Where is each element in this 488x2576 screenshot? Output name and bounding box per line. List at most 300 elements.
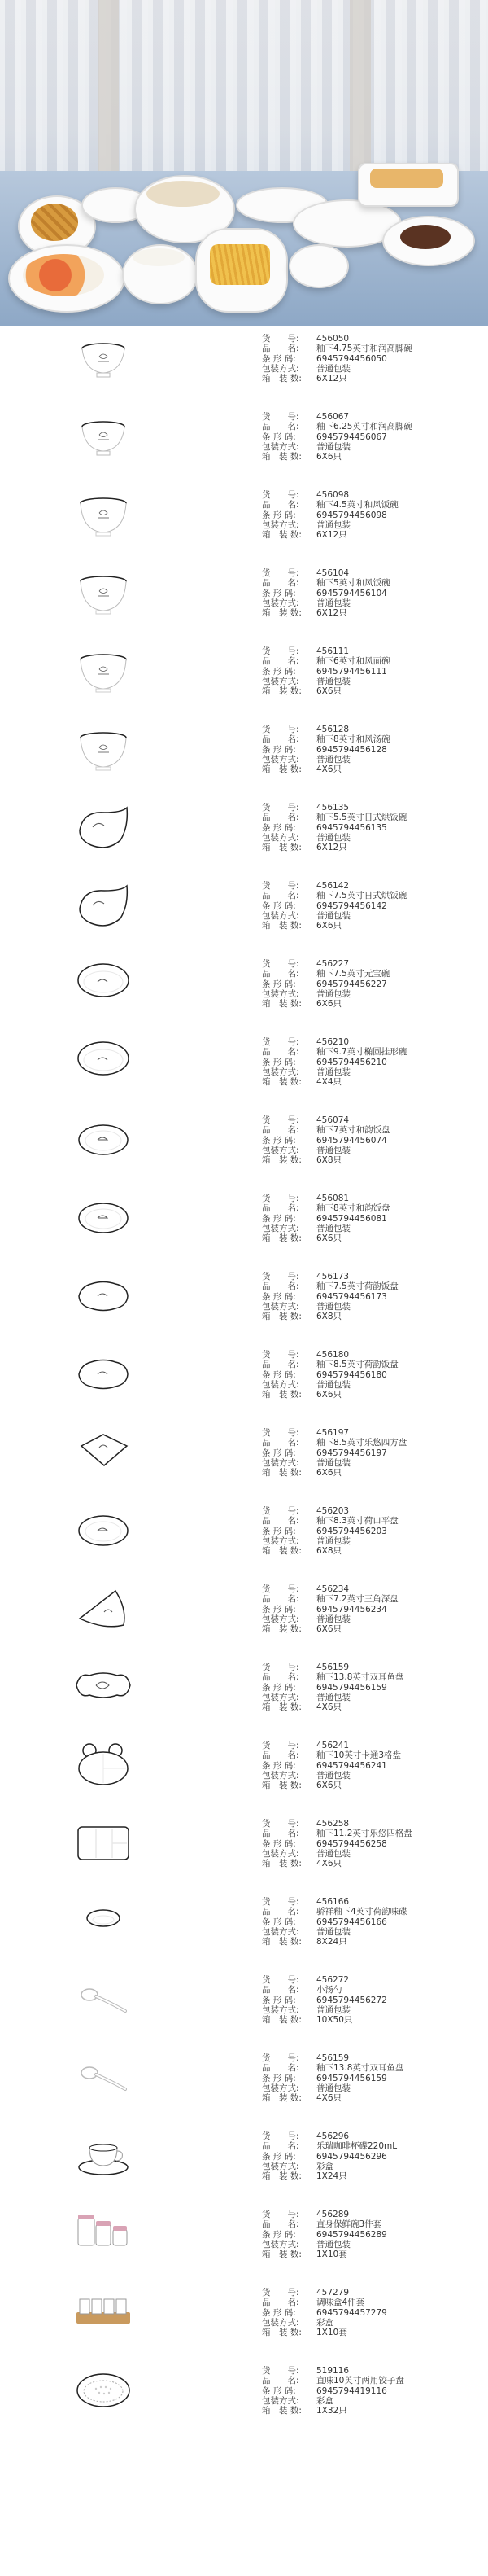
product-info (262, 1584, 399, 1634)
product-barcode: 6945794456050 (316, 353, 387, 364)
field-label: 箱 装 数: (262, 1312, 302, 1322)
product-packing-row (262, 1146, 390, 1155)
product-packing-row (262, 1614, 399, 1624)
field-label: 箱 装 数: (262, 764, 302, 775)
field-label: 货 号: (262, 2366, 299, 2376)
product-packing: 普通包装 (316, 1457, 351, 1468)
field-label: 箱 装 数: (262, 608, 302, 619)
product-name-row (262, 422, 412, 432)
product-barcode: 6945794456067 (316, 432, 387, 442)
field-label: 箱 装 数: (262, 843, 302, 853)
product-packing-row (262, 1849, 412, 1859)
product-image (75, 881, 132, 933)
product-name-row (262, 656, 390, 666)
field-label: 箱 装 数: (262, 686, 302, 697)
product-image (75, 803, 132, 855)
product-packing: 普通包装 (316, 2239, 351, 2250)
product-barcode-row (262, 979, 390, 989)
field-label: 品 名: (262, 422, 299, 432)
product-barcode: 6945794456234 (316, 1604, 387, 1614)
product-packing-row (262, 1302, 399, 1312)
field-label: 箱 装 数: (262, 1390, 302, 1400)
product-packing: 普通包装 (316, 363, 351, 374)
field-label: 条 形 码: (262, 1604, 296, 1614)
field-label: 包装方式: (262, 1067, 299, 1077)
product-barcode: 6945794456258 (316, 1838, 387, 1849)
product-code: 456098 (316, 490, 350, 500)
field-label: 箱 装 数: (262, 530, 302, 541)
product-name: 直身保鲜碗3件套 (316, 2219, 382, 2230)
fries (210, 244, 270, 285)
product-name: 釉下11.2英寸乐悠四格盘 (316, 1829, 412, 1839)
product-name-row (262, 1125, 390, 1135)
product-name-row (262, 1829, 412, 1838)
product-code: 456104 (316, 568, 350, 578)
product-code-row (262, 2210, 387, 2219)
product-packing-row (262, 2162, 397, 2171)
product-box-row (262, 2171, 397, 2181)
waffle (31, 204, 78, 241)
field-label: 包装方式: (262, 1379, 299, 1390)
field-label: 包装方式: (262, 441, 299, 452)
product-image (75, 2131, 132, 2184)
field-label: 箱 装 数: (262, 2328, 302, 2338)
product-code: 456241 (316, 1741, 350, 1750)
field-label: 箱 装 数: (262, 2171, 302, 2182)
product-name: 釉下5英寸和风饭碗 (316, 578, 390, 589)
product-box: 4X4只 (316, 1077, 342, 1088)
product-name-row (262, 500, 399, 510)
product-info (262, 568, 390, 618)
product-code-row (262, 1741, 401, 1750)
product-image (75, 490, 132, 542)
field-label: 货 号: (262, 1741, 299, 1750)
product-box: 1X32只 (316, 2406, 347, 2416)
product-code-row (262, 646, 390, 656)
field-label: 品 名: (262, 2298, 299, 2308)
product-image (75, 959, 132, 1011)
product-code: 456180 (316, 1350, 350, 1360)
field-label: 货 号: (262, 725, 299, 734)
field-label: 条 形 码: (262, 900, 296, 911)
field-label: 条 形 码: (262, 1682, 296, 1693)
product-packing: 普通包装 (316, 598, 351, 608)
product-packing-row (262, 1771, 401, 1781)
product-box-row (262, 2250, 387, 2259)
product-info (262, 803, 407, 852)
field-label: 货 号: (262, 1975, 299, 1985)
product-code-row (262, 412, 412, 422)
product-info (262, 1428, 407, 1478)
product-name: 釉下5.5英寸日式烘饭碗 (316, 813, 407, 823)
field-label: 品 名: (262, 1594, 299, 1605)
field-label: 包装方式: (262, 598, 299, 608)
product-barcode: 6945794456074 (316, 1135, 387, 1146)
product-barcode: 6945794457279 (316, 2307, 387, 2318)
product-code: 456227 (316, 959, 350, 969)
product-name: 小汤勺 (316, 1985, 342, 1996)
product-box: 6X12只 (316, 608, 347, 619)
product-name-row (262, 2141, 397, 2151)
product-name-row (262, 1516, 399, 1526)
product-box-row (262, 1624, 399, 1634)
product-packing-row (262, 2318, 387, 2328)
field-label: 货 号: (262, 1428, 299, 1438)
product-box: 6X8只 (316, 1155, 342, 1166)
field-label: 包装方式: (262, 1301, 299, 1312)
product-box: 6X6只 (316, 1390, 342, 1400)
product-barcode: 6945794456173 (316, 1291, 387, 1302)
product-packing: 普通包装 (316, 1770, 351, 1781)
product-box-row (262, 374, 412, 383)
field-label: 条 形 码: (262, 1760, 296, 1771)
product-code-row (262, 1819, 412, 1829)
product-name: 直味10英寸两用饺子盘 (316, 2376, 404, 2386)
product-barcode: 6945794456203 (316, 1526, 387, 1536)
product-item (0, 1420, 488, 1498)
product-item (0, 1889, 488, 1967)
field-label: 包装方式: (262, 1536, 299, 1546)
product-code: 456067 (316, 412, 350, 422)
product-item (0, 2201, 488, 2280)
field-label: 货 号: (262, 1037, 299, 1047)
product-packing-row (262, 1458, 407, 1468)
field-label: 货 号: (262, 803, 299, 813)
product-barcode-row (262, 667, 390, 677)
product-barcode-row (262, 1917, 407, 1927)
product-info (262, 725, 390, 774)
hero-banner-photo (0, 0, 488, 326)
product-barcode: 6945794456142 (316, 900, 387, 911)
product-info (262, 2288, 387, 2337)
rice (133, 248, 185, 266)
product-code: 456074 (316, 1115, 350, 1125)
steak (400, 225, 451, 249)
product-barcode-row (262, 1996, 387, 2005)
field-label: 包装方式: (262, 2317, 299, 2328)
product-packing: 普通包装 (316, 1379, 351, 1390)
product-packing-row (262, 1927, 407, 1937)
product-name: 釉下13.8英寸双耳鱼盘 (316, 2063, 404, 2074)
field-label: 品 名: (262, 969, 299, 979)
field-label: 条 形 码: (262, 588, 296, 598)
field-label: 条 形 码: (262, 1291, 296, 1302)
product-packing: 普通包装 (316, 1692, 351, 1702)
product-name: 调味盒4件套 (316, 2298, 365, 2308)
product-image (75, 1037, 132, 1089)
field-label: 条 形 码: (262, 1369, 296, 1380)
product-code-row (262, 568, 390, 578)
product-item (0, 1107, 488, 1185)
product-name: 骄祥釉下4英寸荷韵味碟 (316, 1907, 407, 1917)
product-code-row (262, 803, 407, 813)
product-info (262, 2131, 397, 2181)
product-box: 6X6只 (316, 1233, 342, 1244)
product-barcode-row (262, 1370, 399, 1380)
field-label: 货 号: (262, 1584, 299, 1594)
product-name: 釉下8英寸和风汤碗 (316, 734, 390, 745)
product-box: 8X24只 (316, 1937, 347, 1947)
product-box: 1X24只 (316, 2171, 347, 2182)
field-label: 条 形 码: (262, 2073, 296, 2083)
product-packing: 彩盒 (316, 2317, 333, 2328)
product-code-row (262, 1506, 399, 1516)
field-label: 包装方式: (262, 910, 299, 921)
field-label: 条 形 码: (262, 979, 296, 989)
product-box: 4X6只 (316, 2093, 342, 2104)
product-info (262, 1741, 401, 1790)
product-box-row (262, 764, 390, 774)
product-name-row (262, 1985, 387, 1995)
field-label: 货 号: (262, 1115, 299, 1125)
product-barcode-row (262, 1214, 390, 1224)
window-frame (98, 0, 119, 187)
product-packing: 普通包装 (316, 1614, 351, 1624)
product-name: 釉下13.8英寸双耳鱼盘 (316, 1672, 404, 1683)
product-packing: 普通包装 (316, 1926, 351, 1937)
product-barcode-row (262, 1683, 403, 1693)
field-label: 包装方式: (262, 1145, 299, 1155)
product-name-row (262, 813, 407, 822)
field-label: 包装方式: (262, 2239, 299, 2250)
product-code-row (262, 1194, 390, 1203)
product-barcode: 6945794456289 (316, 2229, 387, 2240)
product-image (75, 646, 132, 699)
field-label: 货 号: (262, 2288, 299, 2298)
product-packing-row (262, 520, 399, 530)
product-item (0, 1967, 488, 2045)
product-info (262, 1897, 407, 1947)
product-code: 456272 (316, 1975, 350, 1985)
product-list (0, 326, 488, 2436)
product-box: 6X6只 (316, 1781, 342, 1791)
product-box: 6X6只 (316, 999, 342, 1010)
product-name-row (262, 1203, 390, 1213)
field-label: 包装方式: (262, 363, 299, 374)
field-label: 货 号: (262, 1350, 299, 1360)
product-box-row (262, 452, 412, 462)
product-info (262, 334, 412, 383)
field-label: 箱 装 数: (262, 2015, 302, 2026)
product-barcode: 6945794456081 (316, 1213, 387, 1224)
product-name: 釉下8英寸和韵饭盘 (316, 1203, 390, 1214)
field-label: 品 名: (262, 2141, 299, 2152)
product-name-row (262, 1281, 399, 1291)
bowl-food (146, 181, 220, 207)
product-info (262, 490, 399, 540)
product-info (262, 646, 390, 696)
product-name: 釉下4.75英寸和润高脚碗 (316, 344, 412, 354)
field-label: 品 名: (262, 1829, 299, 1839)
product-barcode-row (262, 1839, 412, 1849)
product-packing: 普通包装 (316, 2083, 351, 2093)
product-item (0, 482, 488, 560)
product-box-row (262, 608, 390, 618)
product-packing: 普通包装 (316, 1536, 351, 1546)
field-label: 条 形 码: (262, 1057, 296, 1067)
field-label: 箱 装 数: (262, 452, 302, 462)
product-image (75, 1819, 132, 1871)
product-item (0, 951, 488, 1029)
product-name-row (262, 1594, 399, 1604)
product-packing: 普通包装 (316, 832, 351, 843)
field-label: 条 形 码: (262, 666, 296, 677)
field-label: 箱 装 数: (262, 1546, 302, 1557)
field-label: 箱 装 数: (262, 1859, 302, 1869)
product-name-row (262, 1750, 401, 1760)
product-packing-row (262, 2005, 387, 2015)
product-item (0, 1185, 488, 1264)
product-box: 6X6只 (316, 921, 342, 931)
field-label: 箱 装 数: (262, 1624, 302, 1635)
product-packing: 普通包装 (316, 910, 351, 921)
field-label: 箱 装 数: (262, 1468, 302, 1479)
product-barcode-row (262, 432, 412, 442)
product-barcode-row (262, 2230, 387, 2240)
product-code-row (262, 2366, 404, 2376)
product-packing-row (262, 2083, 403, 2093)
product-item (0, 2045, 488, 2123)
product-info (262, 1037, 407, 1087)
product-item (0, 1654, 488, 1733)
field-label: 货 号: (262, 1819, 299, 1829)
product-item (0, 2358, 488, 2436)
product-name-row (262, 344, 412, 353)
field-label: 条 形 码: (262, 2385, 296, 2396)
field-label: 货 号: (262, 1194, 299, 1203)
product-image (75, 1741, 132, 1793)
product-barcode: 6945794456111 (316, 666, 387, 677)
field-label: 货 号: (262, 646, 299, 656)
product-name-row (262, 891, 407, 900)
product-item (0, 1264, 488, 1342)
product-barcode-row (262, 589, 390, 598)
product-image (75, 1350, 132, 1402)
product-code: 456159 (316, 1663, 350, 1672)
product-box-row (262, 2406, 404, 2416)
product-code-row (262, 1037, 407, 1047)
product-item (0, 873, 488, 951)
field-label: 包装方式: (262, 988, 299, 999)
field-label: 箱 装 数: (262, 2093, 302, 2104)
product-barcode: 6945794456272 (316, 1995, 387, 2005)
field-label: 箱 装 数: (262, 1702, 302, 1713)
product-image (75, 1115, 132, 1168)
field-label: 条 形 码: (262, 2229, 296, 2240)
product-packing: 彩盒 (316, 2161, 333, 2171)
field-label: 品 名: (262, 1281, 299, 1292)
field-label: 条 形 码: (262, 1838, 296, 1849)
product-barcode-row (262, 2074, 403, 2083)
field-label: 箱 装 数: (262, 1937, 302, 1947)
field-label: 品 名: (262, 1516, 299, 1527)
product-code: 456142 (316, 881, 350, 891)
field-label: 品 名: (262, 578, 299, 589)
field-label: 包装方式: (262, 1848, 299, 1859)
product-info (262, 1272, 399, 1321)
field-label: 条 形 码: (262, 1135, 296, 1146)
field-label: 条 形 码: (262, 1917, 296, 1927)
shrimp (23, 254, 104, 296)
product-name-row (262, 578, 390, 588)
field-label: 品 名: (262, 1438, 299, 1448)
field-label: 品 名: (262, 1203, 299, 1214)
product-barcode-row (262, 901, 407, 911)
field-label: 条 形 码: (262, 744, 296, 755)
product-box: 6X12只 (316, 530, 347, 541)
product-item (0, 795, 488, 873)
product-packing: 普通包装 (316, 1145, 351, 1155)
product-image (75, 334, 132, 386)
field-label: 箱 装 数: (262, 1781, 302, 1791)
product-item (0, 2123, 488, 2201)
product-code: 456111 (316, 646, 350, 656)
product-box-row (262, 1077, 407, 1087)
product-box: 4X6只 (316, 1702, 342, 1713)
product-packing-row (262, 833, 407, 843)
product-code: 456050 (316, 334, 350, 344)
product-code-row (262, 2131, 397, 2141)
product-barcode: 6945794456227 (316, 979, 387, 989)
product-packing: 普通包装 (316, 676, 351, 686)
product-item (0, 1498, 488, 1576)
field-label: 箱 装 数: (262, 2406, 302, 2416)
product-box: 6X6只 (316, 1468, 342, 1479)
field-label: 条 形 码: (262, 2151, 296, 2162)
product-box-row (262, 843, 407, 852)
product-code-row (262, 881, 407, 891)
product-barcode-row (262, 823, 407, 833)
product-name-row (262, 2376, 404, 2385)
product-barcode: 6945794456104 (316, 588, 387, 598)
product-code: 456159 (316, 2053, 350, 2063)
field-label: 包装方式: (262, 754, 299, 764)
product-info (262, 2210, 387, 2259)
product-box: 4X6只 (316, 1859, 342, 1869)
product-barcode: 6945794456210 (316, 1057, 387, 1067)
product-barcode-row (262, 1058, 407, 1067)
product-info (262, 412, 412, 462)
product-image (75, 1428, 132, 1480)
product-barcode-row (262, 1527, 399, 1536)
small-bowl (289, 244, 349, 288)
product-code: 456289 (316, 2210, 350, 2219)
product-barcode-row (262, 1292, 399, 1302)
product-name-row (262, 1907, 407, 1917)
product-code: 456166 (316, 1897, 350, 1907)
field-label: 品 名: (262, 344, 299, 354)
field-label: 货 号: (262, 2053, 299, 2063)
product-packing-row (262, 1693, 403, 1702)
product-packing: 彩盒 (316, 2395, 333, 2406)
product-name-row (262, 2219, 387, 2229)
field-label: 包装方式: (262, 1770, 299, 1781)
field-label: 条 形 码: (262, 1448, 296, 1458)
product-code-row (262, 1584, 399, 1594)
field-label: 品 名: (262, 1672, 299, 1683)
product-box-row (262, 2093, 403, 2103)
product-code: 456197 (316, 1428, 350, 1438)
product-barcode-row (262, 510, 399, 520)
field-label: 货 号: (262, 568, 299, 578)
product-info (262, 881, 407, 931)
product-name-row (262, 969, 390, 979)
product-barcode: 6945794456241 (316, 1760, 387, 1771)
field-label: 货 号: (262, 959, 299, 969)
product-image (75, 725, 132, 777)
product-name: 釉下9.7英寸椭圆挂形碗 (316, 1047, 407, 1058)
field-label: 品 名: (262, 2219, 299, 2230)
